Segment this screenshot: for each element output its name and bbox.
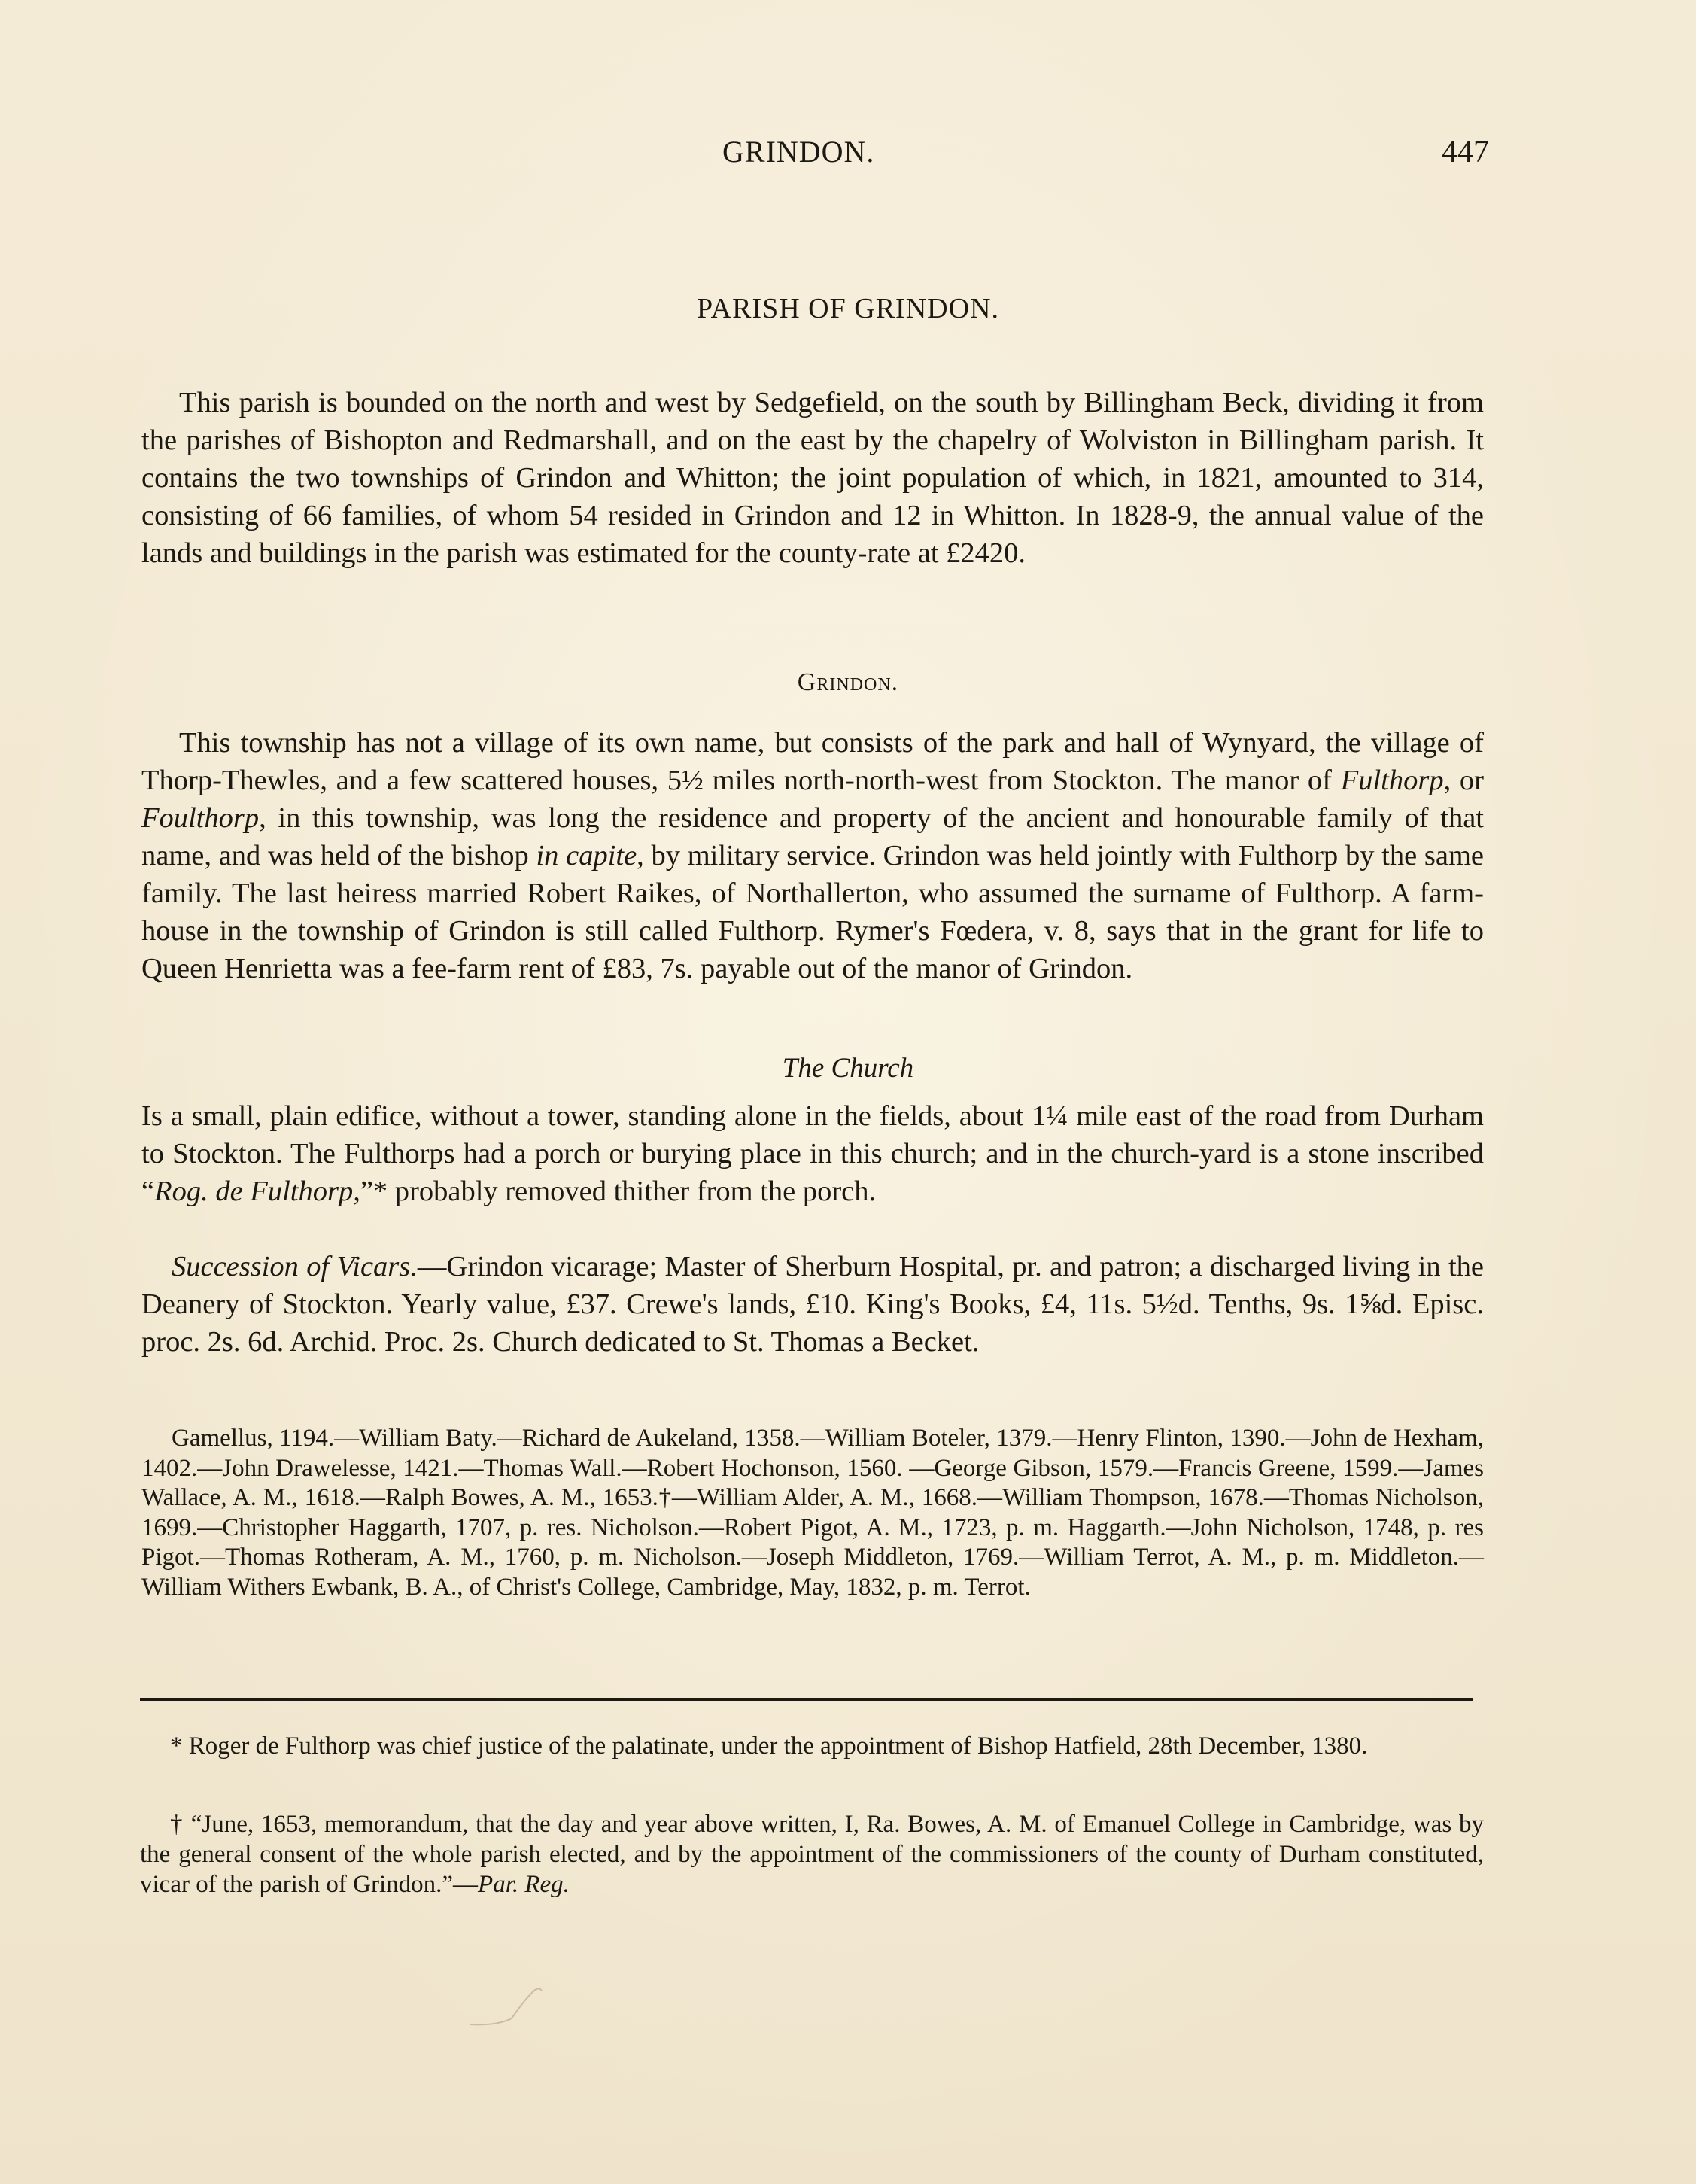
grindon-text-4: , by military service. Grindon was held jointly with Fulthorp by the same family. The last heiress married Robert Raikes, of Northallerton, who assumed the surname of Fulthorp. A farm-house in the township of Grindon is still called Fulthorp. Rymer's Fœdera, v. 8, says that in the grant for life to Queen Henrietta was a fee-farm rent of £83, 7s. payable out of the manor of Grindon.	[141, 840, 1484, 984]
parish-title: PARISH OF GRINDON.	[697, 293, 999, 324]
inscription-text: Rog. de Fulthorp,	[154, 1176, 360, 1207]
grindon-text-3: , in this township, was long the residence and property of the ancient and honourable family of that name, and was held of the bishop	[141, 802, 1484, 871]
footnote-1: * Roger de Fulthorp was chief justice of the palatinate, under the appointment of Bishop Hatfield, 28th December, 1380.	[170, 1732, 1368, 1760]
church-text-2: ”* probably removed thither from the porch.	[360, 1176, 877, 1207]
grindon-paragraph	[141, 724, 1484, 987]
footnote-2-source: Par. Reg.	[478, 1871, 570, 1898]
succession-text: —Grindon vicarage; Master of Sherburn Hospital, pr. and patron; a discharged living in the Deanery of Stockton. Yearly value, £37. Crewe's lands, £10. King's Books, £4, 11s. 5½d. Tenths, 9s. 1⅝d. Episc. proc. 2s. 6d. Archid. Proc. 2s. Church dedicated to St. Thomas a Becket.	[141, 1251, 1484, 1358]
intro-paragraph: This parish is bounded on the north and west by Sedgefield, on the south by Billingham Beck, dividing it from the parishes of Bishopton and Redmarshall, and on the east by the chapelry of Wolviston in Billingham parish. It contains the two townships of Grindon and Whitton; the joint population of which, in 1821, amounted to 314, consisting of 66 families, of whom 54 resided in Grindon and 12 in Whitton. In 1828-9, the annual value of the lands and buildings in the parish was estimated for the county-rate at £2420.	[141, 387, 1484, 569]
page-number: 447	[1442, 135, 1489, 169]
footnote-divider	[140, 1698, 1473, 1701]
running-head: GRINDON.	[722, 135, 875, 169]
church-text-1: Is a small, plain edifice, without a tower, standing alone in the fields, about 1¼ mile east of the road from Durham to Stockton. The Fulthorps had a porch or burying place in this church; and in the church-yard is a stone inscribed “	[141, 1100, 1484, 1207]
succession-label: Succession of Vicars.	[172, 1251, 418, 1282]
footnote-2	[140, 1809, 1484, 1900]
vicars-list: Gamellus, 1194.—William Baty.—Richard de Aukeland, 1358.—William Boteler, 1379.—Henry Flinton, 1390.—John de Hexham, 1402.—John Drawelesse, 1421.—Thomas Wall.—Robert Hochonson, 1560. —George Gibson, 1579.—Francis Greene, 1599.—James Wallace, A. M., 1618.—Ralph Bowes, A. M., 1653.†—William Alder, A. M., 1668.—William Thompson, 1678.—Thomas Nicholson, 1699.—Christopher Haggarth, 1707, p. res. Nicholson.—Robert Pigot, A. M., 1723, p. m. Haggarth.—John Nicholson, 1748, p. res Pigot.—Thomas Rotheram, A. M., 1760, p. m. Nicholson.—Joseph Middleton, 1769.—William Terrot, A. M., p. m. Middleton.—William Withers Ewbank, B. A., of Christ's College, Cambridge, May, 1832, p. m. Terrot.	[141, 1425, 1484, 1601]
in-capite-term: in capite	[536, 840, 637, 871]
foulthorp-term: Foulthorp	[141, 802, 260, 834]
succession-paragraph	[141, 1248, 1484, 1361]
grindon-text-2: , or	[1443, 765, 1484, 796]
grindon-text-1: This township has not a village of its own name, but consists of the park and hall of Wynyard, the village of Thorp-Thewles, and a few scattered houses, 5½ miles north-north-west from Stockton. The manor of	[141, 727, 1484, 796]
church-heading: The Church	[782, 1053, 914, 1084]
fulthorp-term: Fulthorp	[1340, 765, 1444, 796]
pencil-mark	[467, 1972, 572, 2032]
grindon-heading: Grindon.	[797, 668, 899, 696]
footnote-2-text: † “June, 1653, memorandum, that the day and year above written, I, Ra. Bowes, A. M. of Emanuel College in Cambridge, was by the general consent of the whole parish elected, and by the appointment of the commissioners of the county of Durham constituted, vicar of the parish of Grindon.”—	[140, 1811, 1484, 1898]
church-paragraph	[141, 1097, 1484, 1210]
